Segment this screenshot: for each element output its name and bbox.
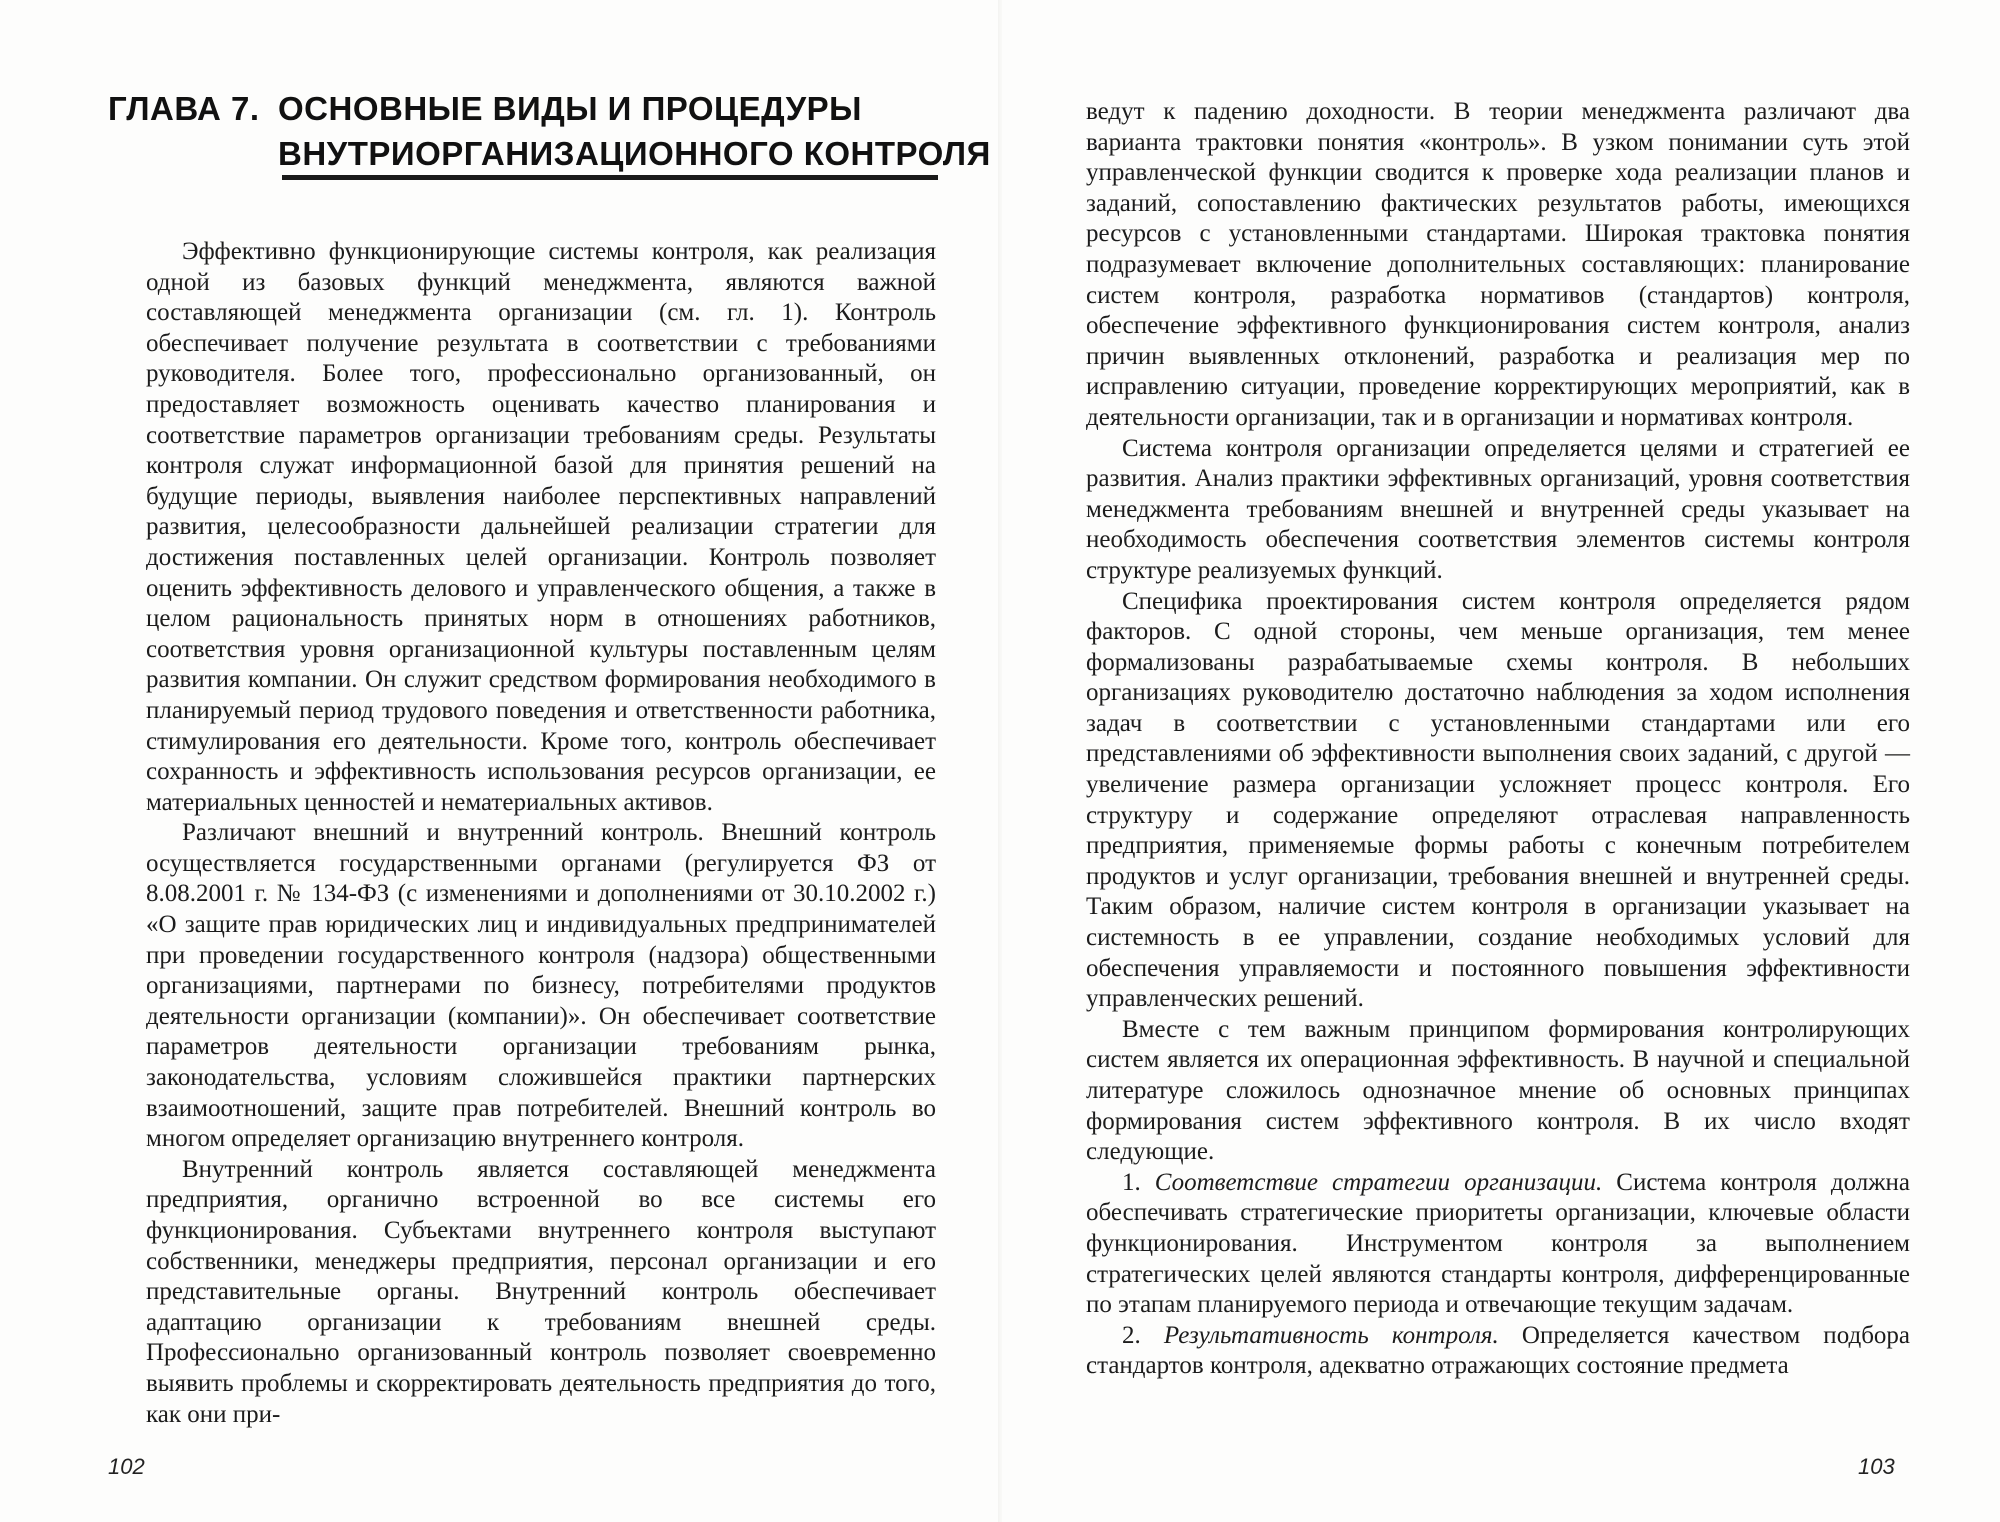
right-page — [1000, 0, 2000, 1522]
list-item-text: Система контроля должна обеспечивать стратегические приоритеты организации, ключевые области функционирования. Инструментом контроля за выполнением стратегических целей являются стандарты контроля, дифференцированные по этапам планируемого периода и отвечающие текущим задачам. — [1086, 1168, 1910, 1319]
list-item-title: Результативность контроля. — [1163, 1321, 1499, 1349]
paragraph: Внутренний контроль является составляющей менеджмента предприятия, органично встроенной во все системы его функционирования. Субъектами внутреннего контроля выступают собственники, менеджеры предприятия, персонал организации и его представительные органы. Внутренний контроль обеспечивает адаптацию организации к требованиям внешней среды. Профессионально организованный контроль позволяет своевременно выявить проблемы и скорректировать деятельность предприятия до того, как они при- — [146, 1155, 936, 1428]
chapter-label: ГЛАВА 7. — [108, 90, 260, 127]
paragraph-continuation: ведут к падению доходности. В теории менеджмента различают два варианта трактовки понятия «контроль». В узком понимании суть этой управленческой функции сводится к проверке хода реализации планов и заданий, сопоставлению фактических результатов работы, имеющихся ресурсов с установленными стандартами. Широкая трактовка понятия подразумевает включение дополнительных составляющих: планирование систем контроля, разработка нормативов (стандартов) контроля, обеспечение эффективного функционирования систем контроля, анализ причин выявленных отклонений, разработка и реализация мер по исправлению ситуации, проведение корректирующих мероприятий, как в деятельности организации, так и в организации и нормативах контроля. — [1086, 98, 1910, 431]
list-item-1 — [1086, 1168, 1910, 1321]
paragraph: Различают внешний и внутренний контроль. Внешний контроль осуществляется государственными органами (регулируется ФЗ от 8.08.2001 г. № 134-ФЗ (с изменениями и дополнениями от 30.10.2002 г.) «О защите прав юридических лиц и индивидуальных предпринимателей при проведении государственного контроля (надзора) общественными организациями, партнерами по бизнесу, потребителями продуктов деятельности организации (компании)». Он обеспечивает соответствие параметров деятельности организации требованиям рынка, законодательства, условиям сложившейся практики партнерских взаимоотношений, защите прав потребителей. Внешний контроль во многом определяет организацию внутреннего контроля. — [146, 819, 936, 1153]
page-number-right: 103 — [1858, 1454, 1895, 1479]
page-number-left: 102 — [108, 1454, 145, 1479]
left-page-body — [146, 237, 936, 1430]
paragraph: Система контроля организации определяется целями и стратегией ее развития. Анализ практики эффективных организаций, уровня соответствия менеджмента требованиям внешней и внутренней среды указывает на необходимость обеспечения соответствия элементов системы контроля структуре реализуемых функций. — [1086, 434, 1910, 584]
list-item-text: Определяется качеством подбора стандартов контроля, адекватно отражающих состояние предмета — [1086, 1321, 1911, 1380]
right-page-body — [1086, 97, 1910, 1382]
list-item-number: 1. — [1122, 1168, 1141, 1196]
paragraph: Эффективно функционирующие системы контроля, как реализация одной из базовых функций менеджмента, являются важной составляющей менеджмента организации (см. гл. 1). Контроль обеспечивает получение результата в соответствии с требованиями руководителя. Более того, профессионально организованный, он предоставляет возможность оценивать качество планирования и соответствие параметров организации требованиям среды. Результаты контроля служат информационной базой для принятия решений на будущие периоды, выявления наиболее перспективных направлений развития, целесообразности дальнейшей реализации стратегии для достижения поставленных целей организации. Контроль позволяет оценить эффективность делового и управленческого общения, а также в целом рациональность принятых норм в отношениях работников, соответствия уровня организационной культуры поставленным целям развития компании. Он служит средством формирования необходимого в планируемый период трудового поведения и ответственности работника, стимулирования его деятельности. Кроме того, контроль обеспечивает сохранность и эффективность использования ресурсов организации, ее материальных ценностей и нематериальных активов. — [146, 238, 936, 816]
chapter-underline-rule — [282, 175, 938, 180]
list-item-number: 2. — [1122, 1321, 1141, 1349]
list-item-2 — [1086, 1321, 1910, 1382]
list-item-title: Соответствие стратегии организации. — [1154, 1168, 1603, 1196]
paragraph: Вместе с тем важным принципом формирования контролирующих систем является их операционная эффективность. В научной и специальной литературе сложилось однозначное мнение об основных принципах формирования систем эффективного контроля. В их число входят следующие. — [1086, 1015, 1910, 1166]
chapter-title-line-1: ОСНОВНЫЕ ВИДЫ И ПРОЦЕДУРЫ — [278, 90, 862, 127]
chapter-title-line-2: ВНУТРИОРГАНИЗАЦИОННОГО КОНТРОЛЯ — [278, 135, 991, 172]
paragraph: Специфика проектирования систем контроля определяется рядом факторов. С одной стороны, чем меньше организация, тем менее формализованы разрабатываемые схемы контроля. В небольших организациях руководителю достаточно наблюдения за ходом исполнения задач в соответствии с установленными стандартами или его представлениями об эффективности выполнения своих заданий, с другой — увеличение размера организации усложняет процесс контроля. Его структуру и содержание определяют отраслевая направленность предприятия, применяемые формы работы с конечным потребителем продуктов и услуг организации, требования внешней и внутренней среды. Таким образом, наличие систем контроля в организации указывает на системность в ее управлении, создание необходимых условий для обеспечения управляемости и постоянного повышения эффективности управленческих решений. — [1086, 587, 1910, 1013]
chapter-title — [278, 86, 991, 176]
